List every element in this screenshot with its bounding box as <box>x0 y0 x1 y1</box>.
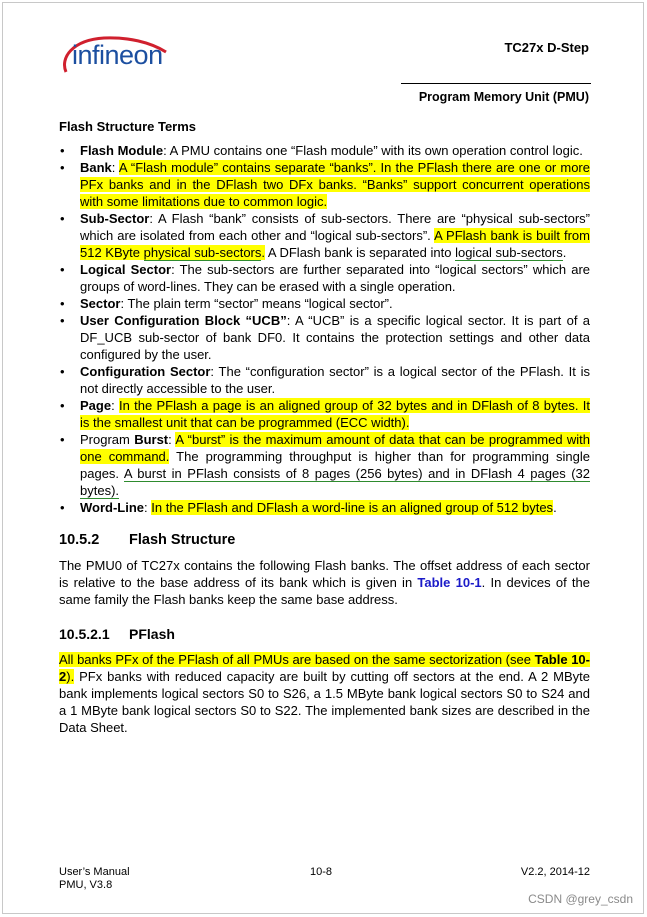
watermark: CSDN @grey_csdn <box>528 892 633 906</box>
table-10-1-link[interactable]: Table 10-1 <box>417 575 482 590</box>
terms-heading: Flash Structure Terms <box>59 119 197 134</box>
flash-structure-heading: 10.5.2 Flash Structure <box>59 532 236 548</box>
term-ucb: • User Configuration Block “UCB”: A “UCB” is a specific logical sector. It is part of a DF_UCB sub-sector of bank DF0. It contains the protection settings and other data configured by the user. <box>60 313 591 362</box>
flash-structure-paragraph: The PMU0 of TC27x contains the following Flash banks. The offset address of each sector is relative to the base address of its bank which is given in Table 10-1. In devices of the same family the Flash banks keep the same base address. <box>59 558 590 607</box>
main-content <box>59 118 590 736</box>
term-sector: • Sector: The plain term “sector” means “logical sector”. <box>60 296 393 311</box>
term-page: • Page: In the PFlash a page is an aligned group of 32 bytes and in DFlash of 8 bytes. It is the smallest unit that can be programmed (ECC width). <box>60 398 590 430</box>
term-configuration-sector: • Configuration Sector: The “configuration sector” is a logical sector of the PFlash. It is not directly accessible to the user. <box>60 364 590 396</box>
pflash-heading: 10.5.2.1 PFlash <box>59 626 175 642</box>
term-sub-sector: • Sub-Sector: A Flash “bank” consists of sub-sectors. There are “physical sub-sectors” which are isolated from each other and “logical sub-sectors”. A PFlash bank is built from 512 KByte physical sub-sectors. A DFlash bank is separated into logical sub-sectors. <box>60 211 590 260</box>
infineon-logo <box>58 36 170 86</box>
term-word-line: • Word-Line: In the PFlash and DFlash a word-line is an aligned group of 512 bytes. <box>60 500 557 515</box>
term-logical-sector: • Logical Sector: The sub-sectors are further separated into “logical sectors” which are groups of word-lines. They can be erased with a single operation. <box>60 262 591 294</box>
term-bank: • Bank: A “Flash module” contains separate “banks”. In the PFlash there are one or more PFx banks and in the DFlash two DFx banks. “Banks” support concurrent operations with some limitations due to common logic. <box>60 160 590 209</box>
section-title: Program Memory Unit (PMU) <box>418 90 589 104</box>
footer-manual: User’s Manual PMU, V3.8 <box>59 866 130 891</box>
header-divider <box>401 83 591 84</box>
footer-page-number: 10-8 <box>310 866 333 878</box>
term-flash-module: • Flash Module: A PMU contains one “Flash module” with its own operation control logic. <box>60 143 583 158</box>
table-10-2-link[interactable]: Table 10-2 <box>59 652 590 684</box>
logo-text: infineon <box>72 40 163 70</box>
terms-list <box>59 142 590 516</box>
footer-version: V2.2, 2014-12 <box>520 866 590 878</box>
term-burst: • Program Burst: A “burst” is the maximum amount of data that can be programmed with one command. The programming throughput is higher than for programming single pages. A burst in PFlash consists of 8 pages (256 bytes) and in DFlash 4 pages (32 bytes). <box>60 432 591 498</box>
pflash-paragraph: All banks PFx of the PFlash of all PMUs are based on the same sectorization (see Table 10-2). PFx banks with reduced capacity are built by cutting off sectors at the end. A 2 MByte bank implements logical sectors S0 to S26, a 1.5 MByte bank logical sectors S0 to S24 and a 1 MByte bank logical sectors S0 to S22. The implemented bank sizes are described in the Data Sheet. <box>59 652 590 735</box>
doc-title: TC27x D-Step <box>504 40 589 55</box>
